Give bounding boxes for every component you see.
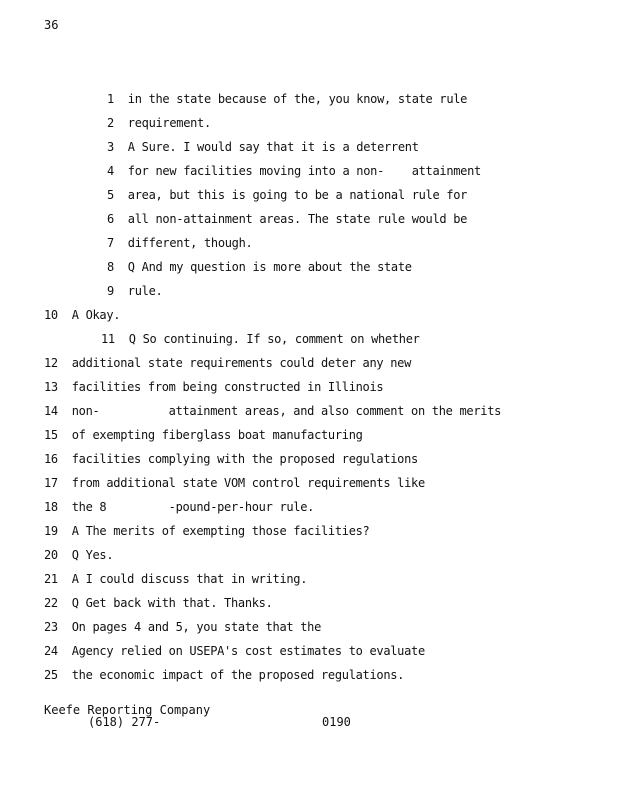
line-text: Q So continuing. If so, comment on whether (128, 332, 420, 346)
transcript-line (44, 572, 307, 586)
page-number: 36 (44, 18, 59, 32)
line-text: Q Get back with that. Thanks. (71, 596, 273, 610)
line-text: additional state requirements could deter any new (71, 356, 412, 370)
transcript-line (107, 260, 412, 274)
line-number: 22 (44, 596, 58, 610)
line-text: of exempting fiberglass boat manufacturing (71, 428, 363, 442)
line-number: 9 (107, 284, 114, 298)
transcript-line (44, 668, 404, 682)
line-number: 24 (44, 644, 58, 658)
line-text: A Okay. (71, 308, 121, 322)
line-number: 5 (107, 188, 114, 202)
transcript-line (44, 596, 273, 610)
line-text: in the state because of the, you know, state rule (127, 92, 468, 106)
transcript-line (44, 380, 383, 394)
transcript-line (107, 236, 252, 250)
transcript-line (44, 356, 411, 370)
transcript-line (107, 116, 211, 130)
line-text: A The merits of exempting those facilities? (71, 524, 370, 538)
transcript-line (44, 452, 418, 466)
line-number: 8 (107, 260, 114, 274)
line-text: requirement. (127, 116, 211, 130)
line-number: 19 (44, 524, 58, 538)
line-number: 11 (101, 332, 115, 346)
line-text: On pages 4 and 5, you state that the (71, 620, 322, 634)
line-number: 18 (44, 500, 58, 514)
line-number: 2 (107, 116, 114, 130)
line-number: 16 (44, 452, 58, 466)
footer-phone: (618) 277- (88, 715, 161, 729)
line-number: 23 (44, 620, 58, 634)
transcript-line (107, 284, 162, 298)
line-number: 3 (107, 140, 114, 154)
transcript-line (107, 92, 467, 106)
transcript-line (44, 620, 321, 634)
line-number: 12 (44, 356, 58, 370)
line-text: different, though. (127, 236, 253, 250)
line-text: from additional state VOM control requirements like (71, 476, 425, 490)
transcript-line (44, 548, 113, 562)
line-text: Q Yes. (71, 548, 114, 562)
line-number: 6 (107, 212, 114, 226)
transcript-line (44, 404, 501, 418)
transcript-line (44, 428, 363, 442)
transcript-line (107, 164, 481, 178)
line-text: area, but this is going to be a national rule for (127, 188, 468, 202)
line-number: 4 (107, 164, 114, 178)
line-text: the 8 -pound-per-hour rule. (71, 500, 315, 514)
transcript-line (101, 332, 420, 346)
transcript-line (107, 212, 467, 226)
line-text: Q And my question is more about the state (127, 260, 412, 274)
line-text: A I could discuss that in writing. (71, 572, 308, 586)
line-number: 14 (44, 404, 58, 418)
footer-company: Keefe Reporting Company (44, 703, 211, 717)
line-number: 21 (44, 572, 58, 586)
line-number: 7 (107, 236, 114, 250)
footer-extension: 0190 (322, 715, 351, 729)
line-text: Agency relied on USEPA's cost estimates to evaluate (71, 644, 425, 658)
transcript-line (44, 500, 314, 514)
transcript-line (107, 140, 419, 154)
line-text: A Sure. I would say that it is a deterrent (127, 140, 419, 154)
line-number: 1 (107, 92, 114, 106)
line-text: all non-attainment areas. The state rule would be (127, 212, 468, 226)
line-number: 15 (44, 428, 58, 442)
line-number: 17 (44, 476, 58, 490)
transcript-line (44, 644, 425, 658)
transcript-line (44, 524, 369, 538)
line-number: 13 (44, 380, 58, 394)
line-text: non- attainment areas, and also comment on the merits (71, 404, 502, 418)
transcript-line (107, 188, 467, 202)
line-number: 25 (44, 668, 58, 682)
line-text: facilities complying with the proposed regulations (71, 452, 418, 466)
transcript-line (44, 476, 425, 490)
line-number: 20 (44, 548, 58, 562)
line-text: for new facilities moving into a non- attainment (127, 164, 481, 178)
line-text: the economic impact of the proposed regulations. (71, 668, 405, 682)
transcript-line (44, 308, 120, 322)
line-text: facilities from being constructed in Illinois (71, 380, 384, 394)
line-text: rule. (127, 284, 163, 298)
line-number: 10 (44, 308, 58, 322)
